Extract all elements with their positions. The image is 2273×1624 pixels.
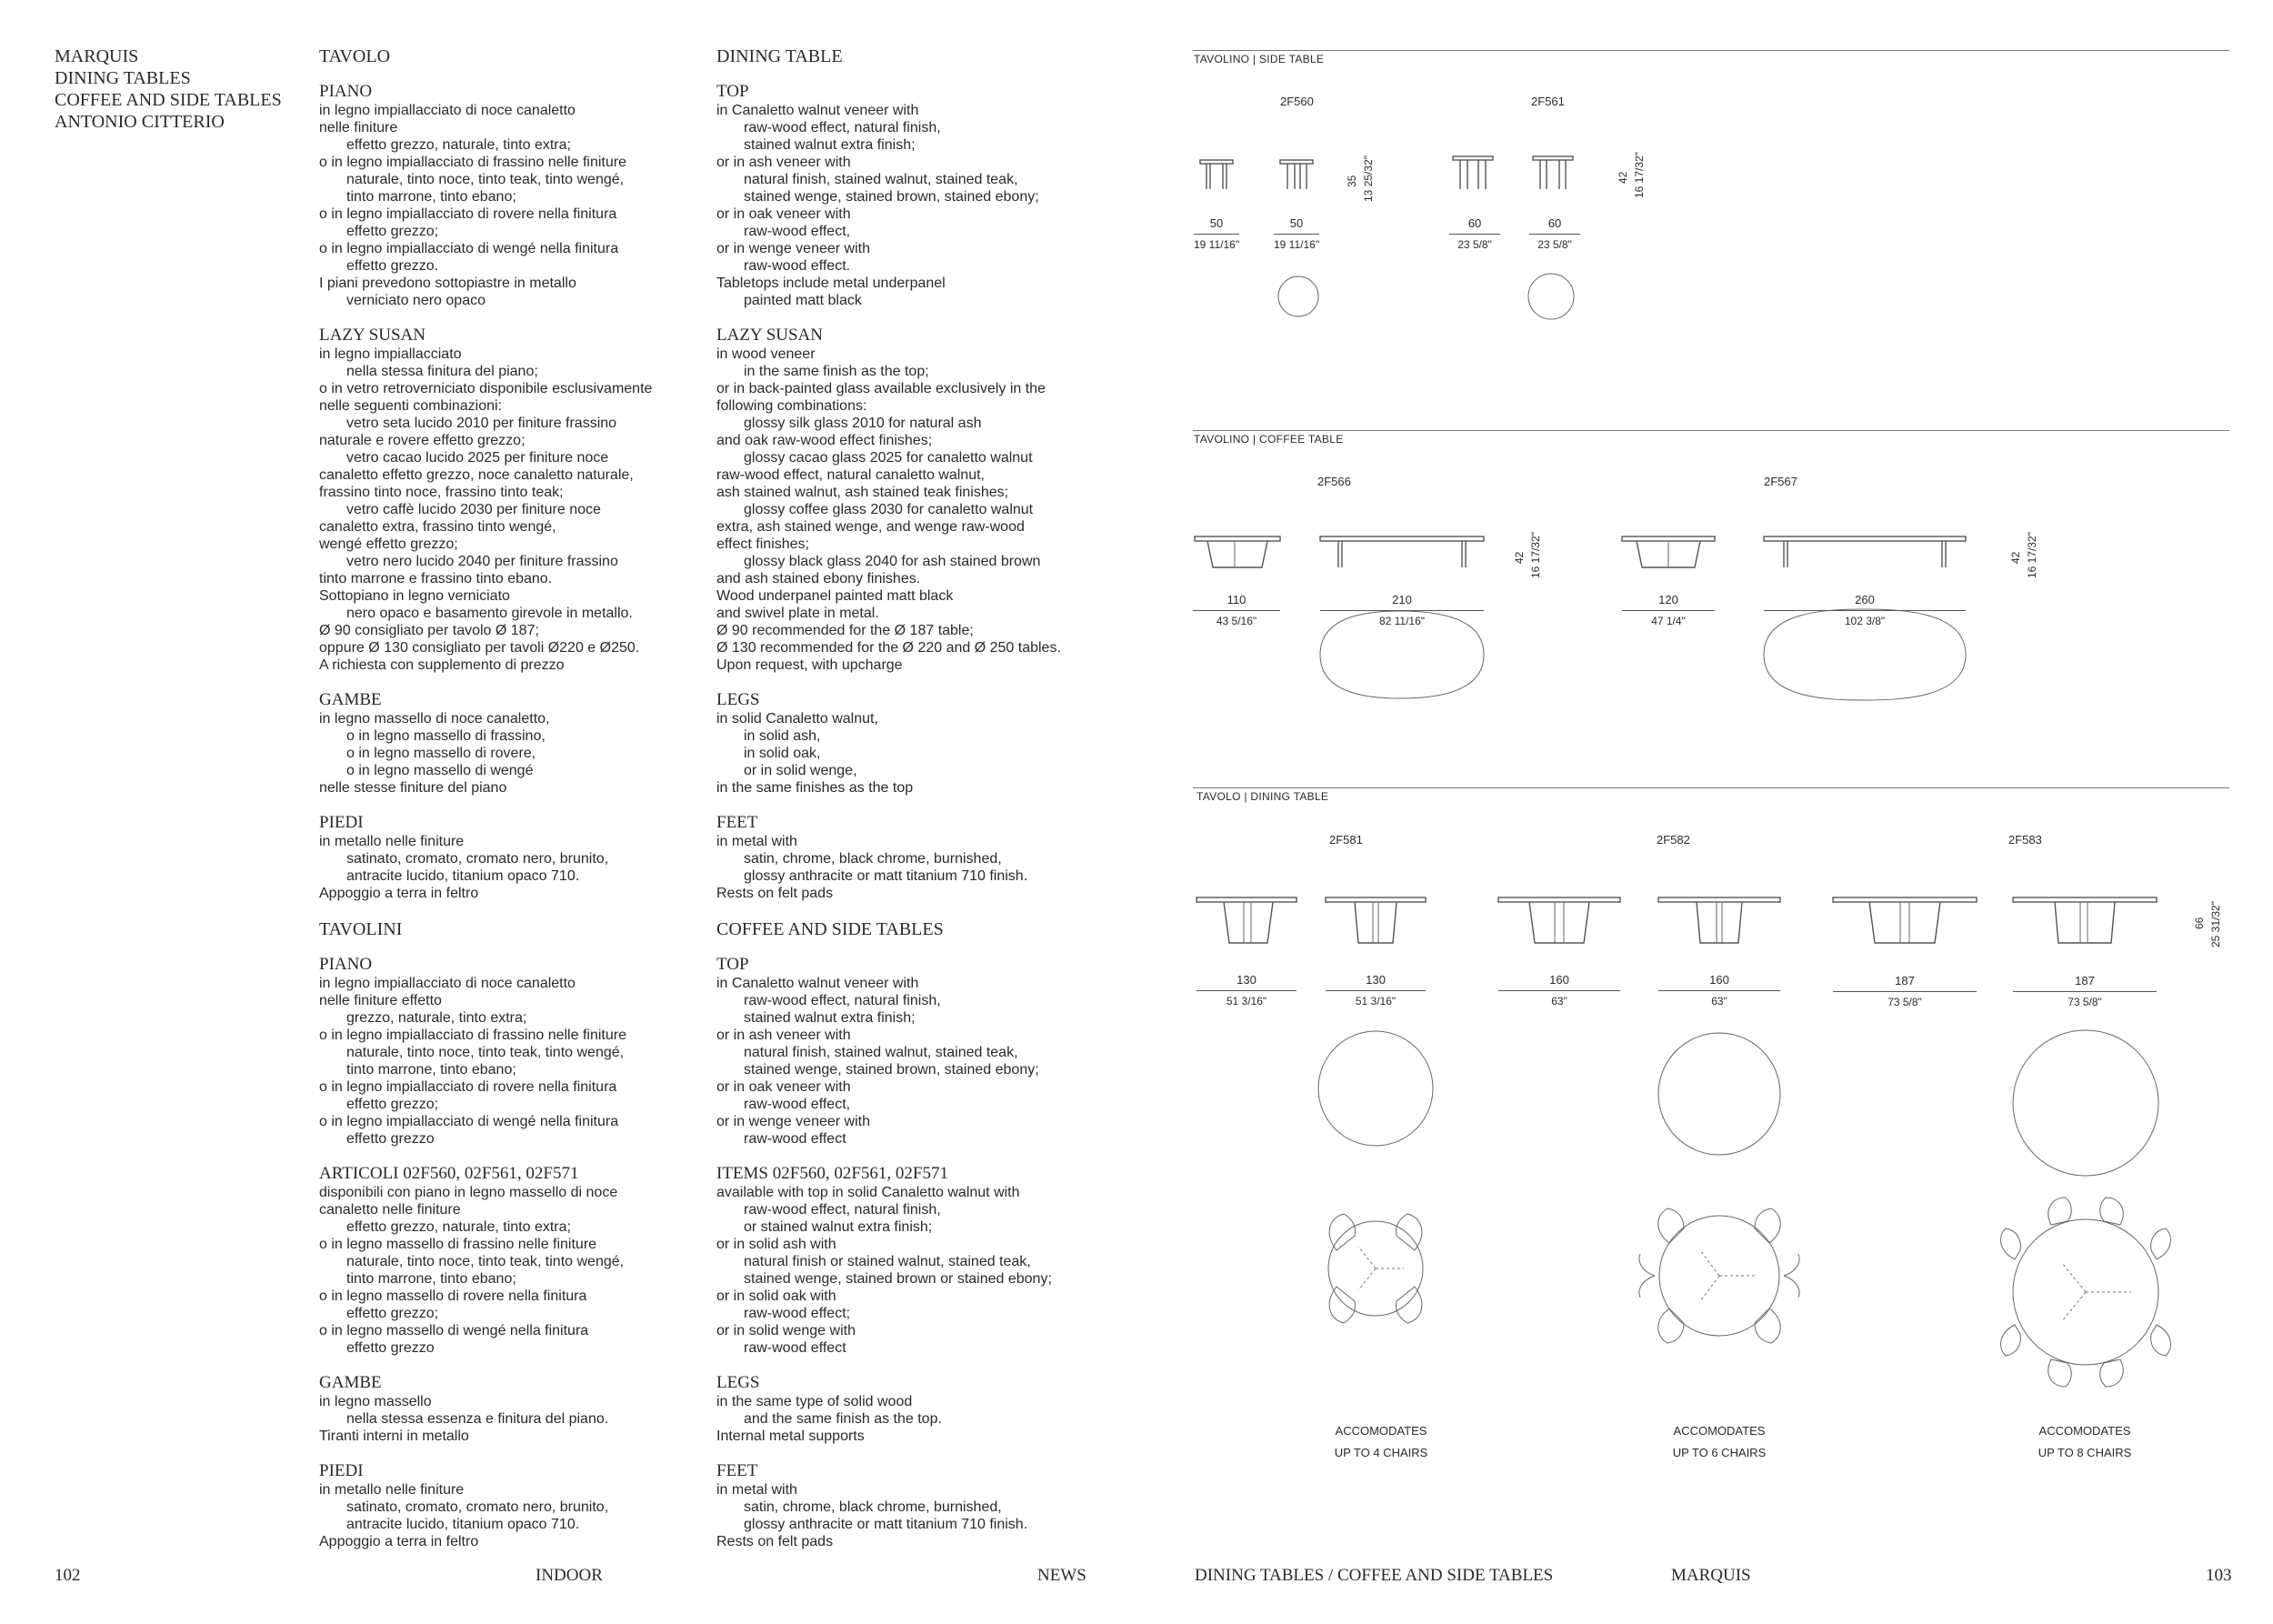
coffee-table-side-view	[1764, 536, 1966, 567]
spec-line: in solid ash,	[744, 728, 821, 744]
spec-line: in metal with	[716, 834, 797, 849]
spec-line: antracite lucido, titanium opaco 710.	[346, 868, 580, 884]
dimension-label: 60 23 5/8"	[1449, 216, 1500, 251]
spec-column-italian	[319, 45, 701, 1567]
spec-heading: LAZY SUSAN	[319, 326, 426, 345]
spec-line: disponibili con piano in legno massello di noce	[319, 1185, 618, 1200]
spec-line: Ø 130 recommended for the Ø 220 and Ø 250 tables.	[716, 640, 1061, 656]
collection-header	[55, 45, 282, 133]
spec-line: satin, chrome, black chrome, burnished,	[744, 851, 1002, 867]
spec-line: Appoggio a terra in feltro	[319, 886, 479, 901]
dimension-label: 60 23 5/8"	[1529, 216, 1580, 251]
spec-line: effetto grezzo, naturale, tinto extra;	[346, 137, 571, 153]
spec-line: glossy silk glass 2010 for natural ash	[744, 416, 982, 431]
spec-line: naturale, tinto noce, tinto teak, tinto wengé,	[346, 1045, 625, 1060]
spec-line: and oak raw-wood effect finishes;	[716, 433, 933, 448]
spec-line: or in ash veneer with	[716, 155, 851, 170]
spec-line: o in legno massello di frassino,	[346, 728, 546, 744]
coffee-table-side-view	[1320, 536, 1484, 567]
spec-block	[319, 82, 701, 309]
spec-line: ash stained walnut, ash stained teak finishes;	[716, 485, 1009, 500]
spec-line: in metal with	[716, 1482, 797, 1498]
spec-heading: TOP	[716, 955, 749, 974]
spec-line: glossy coffee glass 2030 for canaletto walnut	[744, 502, 1034, 517]
spec-line: Sottopiano in legno verniciato	[319, 588, 510, 604]
spec-line: natural finish or stained walnut, stained teak,	[744, 1254, 1031, 1269]
spec-line: or in solid wenge with	[716, 1323, 856, 1338]
spec-heading: ITEMS 02F560, 02F561, 02F571	[716, 1164, 948, 1183]
spec-line: A richiesta con supplemento di prezzo	[319, 657, 565, 673]
spec-heading: TOP	[716, 82, 749, 101]
spec-line: tinto marrone, tinto ebano;	[346, 189, 516, 205]
spec-line: stained wenge, stained brown, stained ebony;	[744, 189, 1039, 205]
dining-table-front-view	[1833, 897, 1977, 943]
capacity-note: ACCOMODATES UP TO 8 CHAIRS	[2038, 1424, 2132, 1459]
spec-heading: PIANO	[319, 82, 373, 101]
height-dimension-imperial: 16 17/32"	[1633, 152, 1646, 198]
section-divider	[1193, 50, 2229, 51]
spec-line: in metallo nelle finiture	[319, 834, 465, 849]
spec-line: naturale, tinto noce, tinto teak, tinto wengé,	[346, 1254, 625, 1269]
spec-line: raw-wood effect,	[744, 224, 851, 239]
spec-line: tinto marrone, tinto ebano;	[346, 1062, 516, 1078]
height-dimension: 42	[1513, 551, 1526, 564]
height-dimension: 42	[1617, 171, 1629, 184]
spec-line: natural finish, stained walnut, stained teak,	[744, 172, 1018, 187]
spec-line: in the same finish as the top;	[744, 364, 929, 379]
spec-line: vetro seta lucido 2010 per finiture frassino	[346, 416, 617, 431]
seating-layout-4-chairs	[1328, 1214, 1423, 1323]
spec-line: or in solid oak with	[716, 1288, 836, 1304]
height-dimension-imperial: 25 31/32"	[2209, 901, 2222, 947]
spec-line: in the same type of solid wood	[716, 1394, 913, 1409]
dining-table-drawings	[1191, 887, 2209, 1414]
spec-block	[319, 1164, 701, 1357]
section-title: TAVOLINI	[319, 919, 403, 939]
seating-layout-8-chairs	[2001, 1198, 2171, 1387]
spec-line: raw-wood effect, natural canaletto walnut,	[716, 467, 985, 483]
height-dimension: 66	[2193, 917, 2206, 929]
spec-block	[716, 690, 1135, 797]
spec-line: effetto grezzo	[346, 1340, 435, 1356]
height-dimension-imperial: 16 17/32"	[2026, 532, 2038, 578]
height-dimension: 35	[1346, 175, 1358, 187]
spec-line: glossy black glass 2040 for ash stained brown	[744, 554, 1041, 569]
collection-name: MARQUIS	[55, 46, 139, 66]
spec-line: o in legno massello di rovere,	[346, 746, 536, 761]
spec-line: following combinations:	[716, 398, 867, 414]
footer-section-title: DINING TABLES / COFFEE AND SIDE TABLES	[1195, 1566, 1554, 1585]
spec-line: in Canaletto walnut veneer with	[716, 976, 919, 991]
spec-line: in solid oak,	[744, 746, 821, 761]
spec-line: nelle finiture	[319, 120, 398, 135]
dining-table-side-view	[1658, 897, 1780, 943]
spec-line: Tabletops include metal underpanel	[716, 276, 946, 291]
spec-line: effetto grezzo;	[346, 1306, 439, 1321]
height-dimension: 42	[2009, 551, 2022, 564]
spec-line: raw-wood effect;	[744, 1306, 851, 1321]
coffee-table-drawings	[1191, 527, 2100, 764]
spec-line: painted matt black	[744, 293, 862, 308]
spec-heading: GAMBE	[319, 690, 382, 709]
spec-line: nelle finiture effetto	[319, 993, 442, 1008]
dining-table-plan-view	[1658, 1033, 1780, 1155]
spec-line: effetto grezzo;	[346, 1097, 439, 1112]
dimension-label: 130 51 3/16"	[1326, 973, 1426, 1007]
spec-line: o in legno impiallacciato di wengé nella finitura	[319, 1114, 619, 1129]
spec-line: or in solid ash with	[716, 1237, 836, 1252]
dimension-label: 260 102 3/8"	[1764, 593, 1966, 627]
page-number-left: 102	[55, 1566, 81, 1585]
spec-line: Wood underpanel painted matt black	[716, 588, 954, 604]
spec-line: in legno impiallacciato di noce canaletto	[319, 103, 576, 118]
spec-line: Rests on felt pads	[716, 1534, 834, 1549]
side-table-front-view	[1200, 160, 1233, 189]
dining-table-plan-view	[2013, 1030, 2158, 1176]
spec-line: Upon request, with upcharge	[716, 657, 903, 673]
section-title: COFFEE AND SIDE TABLES	[716, 919, 944, 939]
spec-line: satinato, cromato, cromato nero, brunito,	[346, 1499, 609, 1515]
spec-heading: LEGS	[716, 1373, 760, 1392]
dining-table-side-view	[1326, 897, 1426, 943]
spec-line: effect finishes;	[716, 536, 809, 552]
dining-table-front-view	[1498, 897, 1620, 943]
side-table-side-view	[1280, 160, 1313, 189]
product-code: 2F583	[2008, 833, 2042, 847]
spec-heading: PIANO	[319, 955, 373, 974]
spec-line: in legno impiallacciato di noce canaletto	[319, 976, 576, 991]
spec-line: o in legno massello di rovere nella finitura	[319, 1288, 587, 1304]
spec-line: vetro nero lucido 2040 per finiture frassino	[346, 554, 618, 569]
dimension-label: 110 43 5/16"	[1193, 593, 1280, 627]
spec-line: raw-wood effect, natural finish,	[744, 120, 941, 135]
spec-heading: LAZY SUSAN	[716, 326, 823, 345]
spec-line: and ash stained ebony finishes.	[716, 571, 921, 586]
spec-line: available with top in solid Canaletto walnut with	[716, 1185, 1020, 1200]
spec-line: nero opaco e basamento girevole in metallo.	[346, 606, 633, 621]
spec-line: effetto grezzo.	[346, 258, 439, 274]
spec-line: raw-wood effect, natural finish,	[744, 993, 941, 1008]
spec-line: stained wenge, stained brown, stained ebony;	[744, 1062, 1039, 1078]
side-table-plan-view	[1528, 274, 1574, 319]
spec-line: glossy anthracite or matt titanium 710 finish.	[744, 868, 1028, 884]
spec-line: nelle seguenti combinazioni:	[319, 398, 503, 414]
dimension-label: 160 63"	[1658, 973, 1780, 1007]
spec-line: raw-wood effect.	[744, 258, 851, 274]
height-dimension-imperial: 13 25/32"	[1362, 155, 1375, 202]
footer-brand: MARQUIS	[1671, 1566, 1751, 1585]
spec-line: o in legno impiallacciato di frassino nelle finiture	[319, 155, 626, 170]
spec-block	[716, 955, 1135, 1148]
dimension-label: 50 19 11/16"	[1194, 216, 1240, 251]
dimension-label: 130 51 3/16"	[1197, 973, 1297, 1007]
spec-line: verniciato nero opaco	[346, 293, 486, 308]
spec-line: o in legno impiallacciato di wengé nella finitura	[319, 241, 619, 256]
category-coffee-side: COFFEE AND SIDE TABLES	[55, 90, 282, 110]
spec-line: Ø 90 consigliato per tavolo Ø 187;	[319, 623, 539, 638]
spec-line: natural finish, stained walnut, stained teak,	[744, 1045, 1018, 1060]
spec-line: Ø 90 recommended for the Ø 187 table;	[716, 623, 974, 638]
spec-line: or stained walnut extra finish;	[744, 1219, 933, 1235]
spec-line: glossy anthracite or matt titanium 710 finish.	[744, 1517, 1028, 1532]
spec-block	[319, 326, 701, 674]
side-table-drawings	[1191, 145, 1664, 327]
spec-line: and the same finish as the top.	[744, 1411, 942, 1427]
spec-line: stained wenge, stained brown or stained ebony;	[744, 1271, 1052, 1287]
spec-line: vetro caffè lucido 2030 per finiture noce	[346, 502, 601, 517]
spec-heading: FEET	[716, 1461, 758, 1480]
capacity-note: ACCOMODATES UP TO 6 CHAIRS	[1672, 1424, 1767, 1459]
spec-line: and swivel plate in metal.	[716, 606, 879, 621]
spec-block	[716, 1164, 1135, 1357]
dimension-label: 187 73 5/8"	[1833, 974, 1977, 1008]
spec-line: vetro cacao lucido 2025 per finiture noce	[346, 450, 609, 466]
spec-line: antracite lucido, titanium opaco 710.	[346, 1517, 580, 1532]
section-divider	[1193, 787, 2229, 788]
spec-block	[319, 955, 701, 1148]
side-table-side-view	[1533, 156, 1573, 189]
spec-heading: PIEDI	[319, 1461, 364, 1480]
height-dimension-imperial: 16 17/32"	[1529, 532, 1542, 578]
spec-line: Internal metal supports	[716, 1429, 865, 1444]
spec-line: raw-wood effect,	[744, 1097, 851, 1112]
product-code: 2F561	[1531, 95, 1565, 108]
product-code: 2F567	[1764, 475, 1797, 488]
spec-heading: ARTICOLI 02F560, 02F561, 02F571	[319, 1164, 579, 1183]
spec-heading: FEET	[716, 813, 758, 832]
spec-block	[319, 1373, 701, 1445]
spec-block	[319, 813, 701, 902]
spec-line: grezzo, naturale, tinto extra;	[346, 1010, 527, 1026]
spec-column-english	[716, 45, 1135, 1567]
capacity-note: ACCOMODATES UP TO 4 CHAIRS	[1334, 1424, 1428, 1459]
spec-line: nelle stesse finiture del piano	[319, 780, 507, 796]
spec-line: canaletto effetto grezzo, noce canaletto naturale,	[319, 467, 634, 483]
side-table-section-label: TAVOLINO | SIDE TABLE	[1194, 53, 1325, 65]
spec-line: or in back-painted glass available exclusively in the	[716, 381, 1046, 396]
spec-heading: GAMBE	[319, 1373, 382, 1392]
spec-line: effetto grezzo	[346, 1131, 435, 1147]
spec-line: in Canaletto walnut veneer with	[716, 103, 919, 118]
dining-table-section-label: TAVOLO | DINING TABLE	[1197, 790, 1329, 803]
footer-tag-news: NEWS	[1037, 1566, 1086, 1585]
spec-line: o in legno impiallacciato di rovere nella finitura	[319, 206, 617, 222]
spec-line: in legno massello di noce canaletto,	[319, 711, 550, 727]
spec-line: in wood veneer	[716, 346, 816, 362]
spec-line: or in oak veneer with	[716, 206, 851, 222]
spec-line: satin, chrome, black chrome, burnished,	[744, 1499, 1002, 1515]
page-number-right: 103	[2206, 1566, 2232, 1585]
dimension-label: 187 73 5/8"	[2013, 974, 2157, 1008]
dining-table-front-view	[1197, 897, 1297, 943]
spec-line: in legno massello	[319, 1394, 432, 1409]
spec-line: naturale, tinto noce, tinto teak, tinto wengé,	[346, 172, 625, 187]
category-dining: DINING TABLES	[55, 68, 191, 88]
spec-line: o in legno massello di wengé nella finitura	[319, 1323, 589, 1338]
spec-block	[716, 82, 1135, 309]
dimension-label: 50 19 11/16"	[1274, 216, 1320, 251]
spec-line: nella stessa finitura del piano;	[346, 364, 538, 379]
seating-layout-6-chairs	[1639, 1208, 1799, 1343]
spec-line: Appoggio a terra in feltro	[319, 1534, 479, 1549]
spec-line: Rests on felt pads	[716, 886, 834, 901]
side-table-front-view	[1453, 156, 1493, 189]
spec-block	[716, 813, 1135, 902]
spec-line: raw-wood effect	[744, 1340, 846, 1356]
spec-line: extra, ash stained wenge, and wenge raw-wood	[716, 519, 1025, 535]
side-table-plan-view	[1278, 276, 1318, 316]
spec-line: or in wenge veneer with	[716, 1114, 870, 1129]
spec-line: effetto grezzo;	[346, 224, 439, 239]
product-code: 2F566	[1317, 475, 1351, 488]
spec-line: I piani prevedono sottopiastre in metallo	[319, 276, 576, 291]
spec-line: canaletto extra, frassino tinto wengé,	[319, 519, 556, 535]
spec-line: glossy cacao glass 2025 for canaletto walnut	[744, 450, 1033, 466]
spec-line: raw-wood effect	[744, 1131, 846, 1147]
spec-line: nella stessa essenza e finitura del piano.	[346, 1411, 609, 1427]
spec-line: Tiranti interni in metallo	[319, 1429, 469, 1444]
coffee-table-front-view	[1622, 536, 1715, 567]
spec-line: o in legno impiallacciato di rovere nella finitura	[319, 1079, 617, 1095]
spec-heading: PIEDI	[319, 813, 364, 832]
spec-line: naturale e rovere effetto grezzo;	[319, 433, 526, 448]
spec-block	[319, 1461, 701, 1550]
product-code: 2F560	[1280, 95, 1314, 108]
spec-line: canaletto nelle finiture	[319, 1202, 461, 1218]
spec-line: in the same finishes as the top	[716, 780, 914, 796]
coffee-table-front-view	[1195, 536, 1280, 567]
spec-block	[716, 326, 1135, 674]
product-code: 2F582	[1657, 833, 1690, 847]
spec-line: tinto marrone, tinto ebano;	[346, 1271, 516, 1287]
section-title: DINING TABLE	[716, 46, 843, 66]
spec-block	[716, 1461, 1135, 1550]
spec-line: in legno impiallacciato	[319, 346, 462, 362]
spec-line: wengé effetto grezzo;	[319, 536, 458, 552]
spec-line: or in solid wenge,	[744, 763, 857, 778]
dining-table-plan-view	[1318, 1031, 1433, 1146]
spec-block	[319, 690, 701, 797]
spec-heading: LEGS	[716, 690, 760, 709]
footer-section-indoor: INDOOR	[536, 1566, 603, 1585]
spec-line: satinato, cromato, cromato nero, brunito,	[346, 851, 609, 867]
product-code: 2F581	[1329, 833, 1363, 847]
dimension-label: 120 47 1/4"	[1622, 593, 1715, 627]
spec-line: o in legno massello di frassino nelle finiture	[319, 1237, 597, 1252]
spec-line: o in legno impiallacciato di frassino nelle finiture	[319, 1028, 626, 1043]
spec-line: o in legno massello di wengé	[346, 763, 534, 778]
spec-line: tinto marrone e frassino tinto ebano.	[319, 571, 553, 586]
spec-line: o in vetro retroverniciato disponibile esclusivamente	[319, 381, 653, 396]
spec-line: stained walnut extra finish;	[744, 137, 916, 153]
section-divider	[1193, 430, 2229, 431]
spec-line: effetto grezzo, naturale, tinto extra;	[346, 1219, 571, 1235]
dining-table-side-view	[2013, 897, 2157, 943]
dimension-label: 160 63"	[1498, 973, 1620, 1007]
spec-line: raw-wood effect, natural finish,	[744, 1202, 941, 1218]
spec-block	[716, 1373, 1135, 1445]
designer-name: ANTONIO CITTERIO	[55, 112, 225, 132]
coffee-table-section-label: TAVOLINO | COFFEE TABLE	[1194, 433, 1344, 446]
spec-line: frassino tinto noce, frassino tinto teak;	[319, 485, 564, 500]
dimension-label: 210 82 11/16"	[1320, 593, 1484, 627]
spec-line: stained walnut extra finish;	[744, 1010, 916, 1026]
spec-line: in metallo nelle finiture	[319, 1482, 465, 1498]
section-title: TAVOLO	[319, 46, 391, 66]
spec-line: in solid Canaletto walnut,	[716, 711, 878, 727]
spec-line: or in oak veneer with	[716, 1079, 851, 1095]
spec-line: or in wenge veneer with	[716, 241, 870, 256]
spec-line: oppure Ø 130 consigliato per tavoli Ø220 e Ø250.	[319, 640, 640, 656]
spec-line: or in ash veneer with	[716, 1028, 851, 1043]
